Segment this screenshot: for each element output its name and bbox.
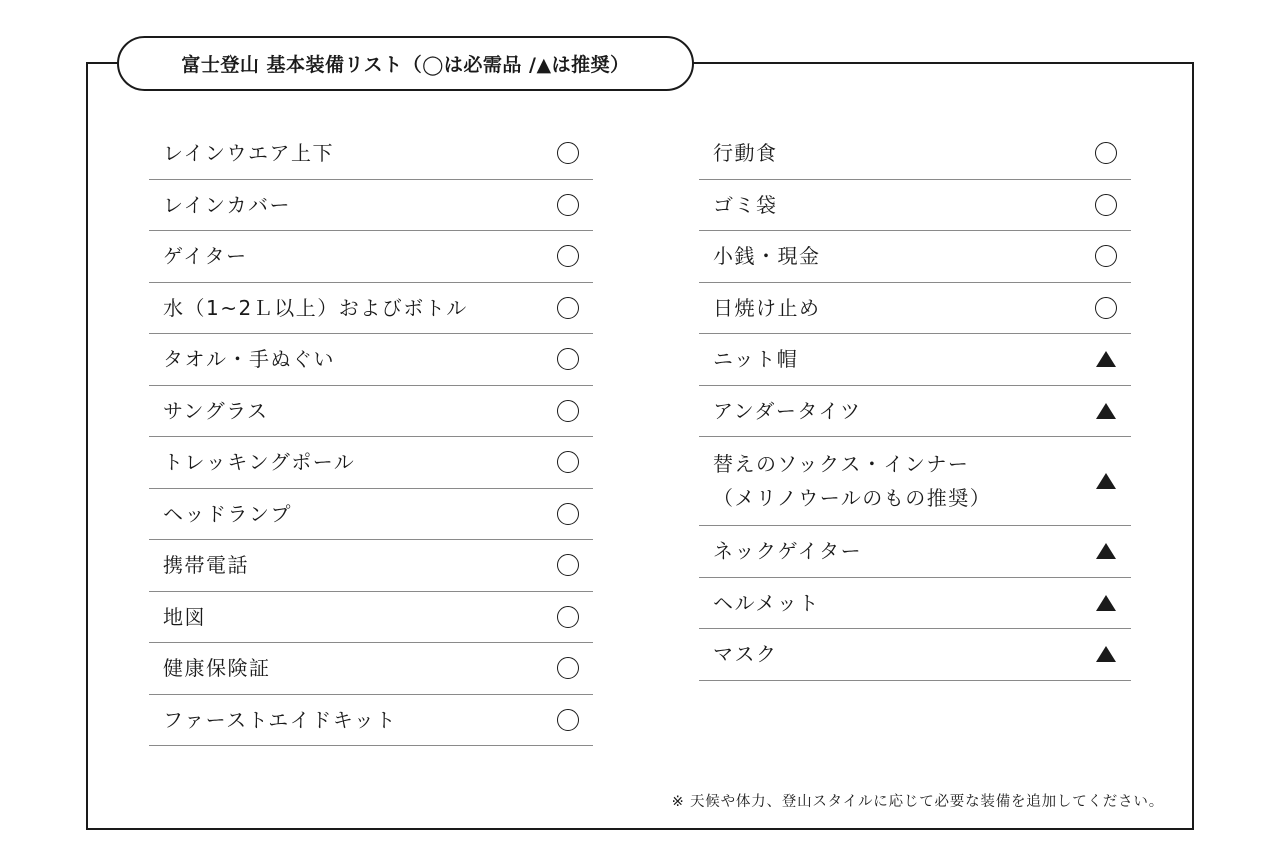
item-label: ファーストエイドキット (163, 707, 397, 732)
triangle-mark-icon (1095, 470, 1117, 492)
item-label: 携帯電話 (163, 553, 249, 578)
item-label: ゴミ袋 (713, 192, 778, 217)
circle-mark-icon (557, 606, 579, 628)
list-item (149, 334, 593, 386)
list-item (149, 540, 593, 592)
item-label: 日焼け止め (713, 295, 821, 320)
circle-mark-icon (557, 709, 579, 731)
list-item (699, 437, 1131, 526)
list-item (149, 695, 593, 747)
circle-mark-icon (557, 554, 579, 576)
circle-mark-icon (557, 245, 579, 267)
list-item (699, 629, 1131, 681)
circle-mark-icon (557, 348, 579, 370)
list-item (149, 128, 593, 180)
item-label: 小銭・現金 (713, 244, 821, 269)
list-item (149, 386, 593, 438)
circle-mark-icon (1095, 297, 1117, 319)
list-item (699, 180, 1131, 232)
recommended-items-column (699, 128, 1131, 681)
item-label: ニット帽 (713, 347, 799, 372)
item-label: トレッキングポール (163, 450, 356, 475)
item-label: 健康保険証 (163, 656, 271, 681)
circle-mark-icon (1095, 142, 1117, 164)
item-label: ヘッドランプ (163, 501, 292, 526)
item-label: レインカバー (163, 192, 291, 217)
item-label-line-2: （メリノウールのもの推奨） (713, 486, 992, 510)
footnote: ※ 天候や体力、登山スタイルに応じて必要な装備を追加してください。 (671, 794, 1164, 810)
list-item (149, 180, 593, 232)
item-label: タオル・手ぬぐい (163, 347, 335, 372)
item-label: アンダータイツ (713, 398, 862, 423)
list-item (699, 128, 1131, 180)
item-label: サングラス (163, 398, 269, 423)
triangle-mark-icon (1095, 540, 1117, 562)
item-label-line-1: 替えのソックス・インナー (713, 452, 970, 476)
item-label: ヘルメット (713, 590, 820, 615)
triangle-mark-icon (1095, 348, 1117, 370)
circle-mark-icon (557, 503, 579, 525)
list-item (699, 526, 1131, 578)
item-label: レインウエア上下 (163, 141, 334, 166)
item-label: ゲイター (163, 244, 248, 269)
list-item (699, 578, 1131, 630)
list-item (699, 386, 1131, 438)
triangle-mark-icon (1095, 643, 1117, 665)
circle-mark-icon (557, 400, 579, 422)
circle-mark-icon (557, 657, 579, 679)
list-item (699, 334, 1131, 386)
list-item (699, 231, 1131, 283)
triangle-mark-icon (1095, 400, 1117, 422)
circle-mark-icon (557, 194, 579, 216)
item-label (713, 447, 991, 515)
list-item (699, 283, 1131, 335)
list-item (149, 489, 593, 541)
list-item (149, 231, 593, 283)
list-item (149, 643, 593, 695)
item-label: 水（1~2Ｌ以上）およびボトル (163, 295, 468, 320)
required-items-column (149, 128, 593, 746)
list-item (149, 283, 593, 335)
item-label: 行動食 (713, 141, 778, 166)
item-label: マスク (713, 642, 778, 667)
list-item (149, 592, 593, 644)
item-label: ネックゲイター (713, 539, 863, 564)
circle-mark-icon (1095, 194, 1117, 216)
circle-mark-icon (557, 297, 579, 319)
page-title: 富士登山 基本装備リスト（◯は必需品 /▲は推奨） (117, 36, 694, 91)
circle-mark-icon (1095, 245, 1117, 267)
triangle-mark-icon (1095, 592, 1117, 614)
circle-mark-icon (557, 142, 579, 164)
item-label: 地図 (163, 604, 206, 629)
list-item (149, 437, 593, 489)
circle-mark-icon (557, 451, 579, 473)
